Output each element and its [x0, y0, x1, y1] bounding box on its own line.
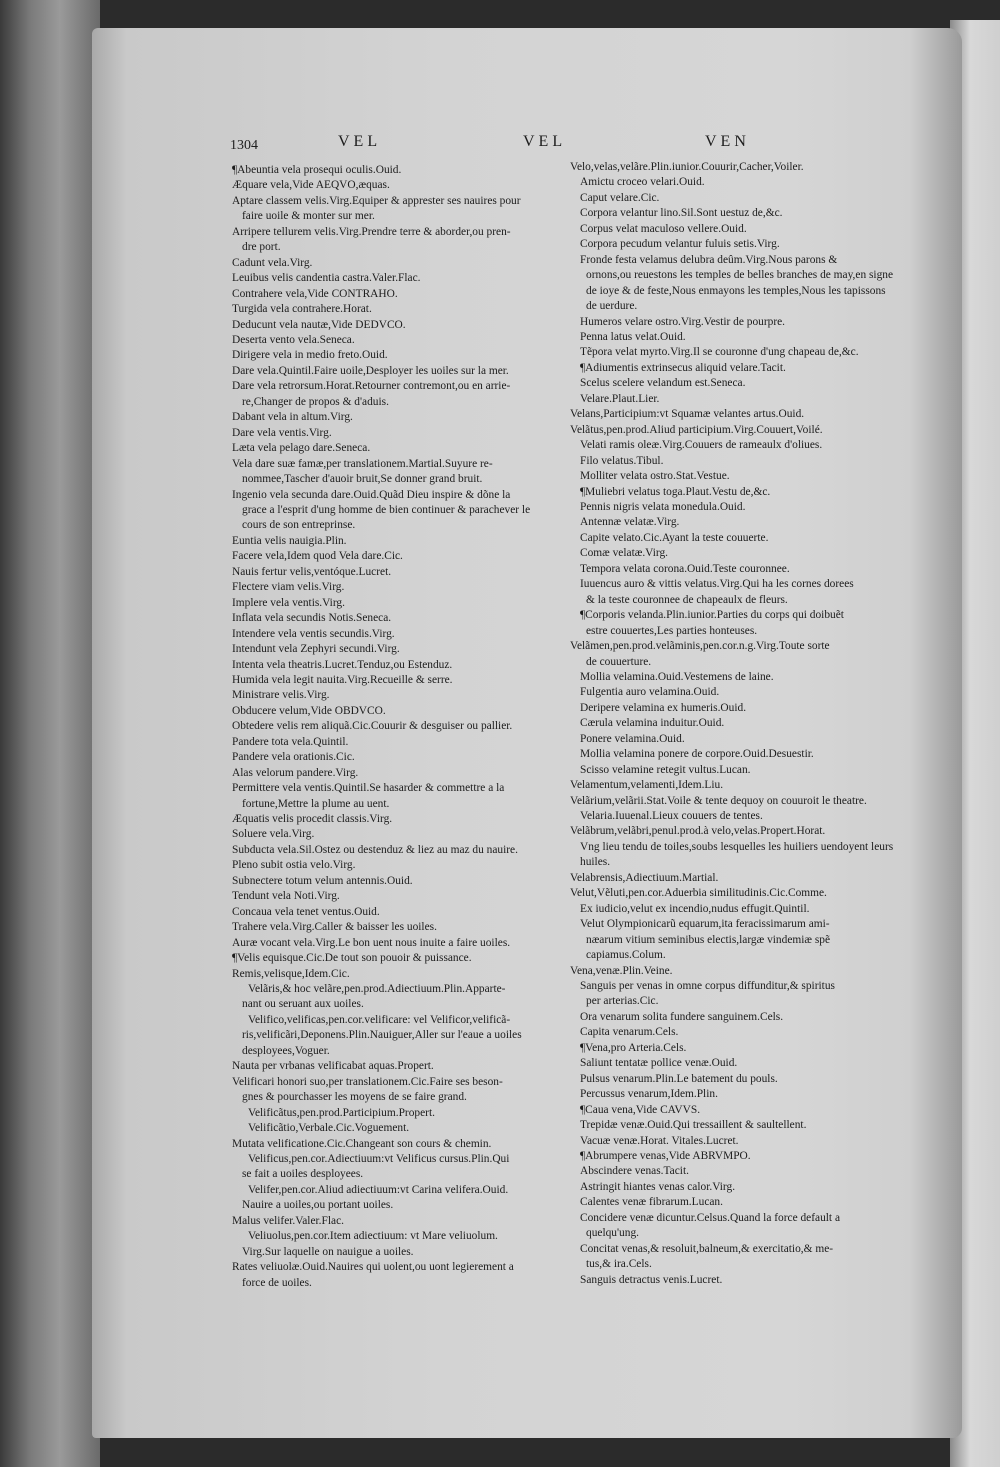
dictionary-line: Saliunt tentatæ pollice venæ.Ouid. [580, 1057, 738, 1070]
dictionary-line: Deripere velamina ex humeris.Ouid. [580, 701, 747, 714]
dictionary-line: Fronde festa velamus delubra deûm.Virg.Nous parons & [580, 253, 838, 266]
dictionary-line: Astringit hiantes venas calor.Virg. [580, 1180, 736, 1193]
header-word-right: VEN [705, 133, 750, 150]
dictionary-line: Rates veliuolæ.Ouid.Nauires qui uolent,ou uont legierement a [232, 1261, 514, 1274]
dictionary-line: Ponere velamina.Ouid. [580, 732, 685, 745]
dictionary-line: Corpora pecudum velantur fuluis setis.Virg. [580, 238, 780, 251]
dictionary-line: Iuuencus auro & vittis velatus.Virg.Qui ha les cornes dorees [580, 578, 854, 591]
dictionary-line: Concidere venæ dicuntur.Celsus.Quand la force default a [580, 1211, 841, 1224]
dictionary-line: Velifer,pen.cor.Aliud adiectiuum:vt Carina velifera.Ouid. [248, 1183, 509, 1196]
dictionary-line: Trahere vela.Virg.Caller & baisser les uoiles. [232, 921, 437, 934]
dictionary-line: Velificãtus,pen.prod.Participium.Propert. [248, 1106, 435, 1119]
dictionary-line: Virg.Sur laquelle on nauigue a uoiles. [242, 1245, 414, 1258]
dictionary-line: ¶Vena,pro Arteria.Cels. [580, 1041, 687, 1054]
dictionary-line: Pleno subit ostia velo.Virg. [232, 859, 356, 872]
dictionary-line: Mollia velamina ponere de corpore.Ouid.Desuestir. [580, 748, 814, 761]
dictionary-line: desployees,Voguer. [242, 1044, 330, 1057]
dictionary-line: Calentes venæ fibrarum.Lucan. [580, 1196, 723, 1209]
dictionary-line: Velãris,& hoc velãre,pen.prod.Adiectiuum.Plin.Apparte- [248, 983, 506, 996]
dictionary-line: Dare vela retrorsum.Horat.Retourner contremont,ou en arrie- [232, 380, 511, 393]
dictionary-line: Nauire a uoiles,ou portant uoiles. [242, 1199, 394, 1212]
dictionary-line: Dabant vela in altum.Virg. [232, 411, 353, 424]
dictionary-line: Filo velatus.Tibul. [580, 454, 664, 467]
dictionary-line: Facere vela,Idem quod Vela dare.Cic. [232, 550, 403, 563]
dictionary-line: Corpora velantur lino.Sil.Sont uestuz de,&c. [580, 207, 783, 220]
dictionary-line: ¶Velis equisque.Cic.De tout son pouoir & puissance. [232, 952, 472, 965]
header-word-left: VEL [338, 133, 382, 150]
dictionary-line: Pandere vela orationis.Cic. [232, 751, 355, 764]
left-column [232, 163, 562, 1291]
dictionary-line: Nauis fertur velis,ventóque.Lucret. [232, 565, 392, 578]
dictionary-line: Velut Olympionicarũ equarum,ita feracissimarum ami- [580, 918, 830, 931]
dictionary-line: Humida vela legit nauita.Virg.Recueille & serre. [232, 673, 453, 686]
dictionary-line: Molliter velata ostro.Stat.Vestue. [580, 470, 730, 483]
dictionary-line: re,Changer de propos & d'aduis. [242, 395, 389, 408]
dictionary-line: Velãrium,velãrii.Stat.Voile & tente dequoy on couuroit le theatre. [570, 794, 867, 807]
page-number: 1304 [230, 138, 258, 153]
dictionary-line: Dirigere vela in medio freto.Ouid. [232, 349, 388, 362]
dictionary-line: nommee,Tascher d'auoir bruit,Se donner grand bruit. [242, 473, 483, 486]
dictionary-line: Arripere tellurem velis.Virg.Prendre terre & aborder,ou pren- [232, 225, 511, 238]
dictionary-line: Ora venarum solita fundere sanguinem.Cels. [580, 1010, 784, 1023]
dictionary-line: Velans,Participium:vt Squamæ velantes artus.Ouid. [570, 408, 805, 421]
dictionary-line: ¶Muliebri velatus toga.Plaut.Vestu de,&c. [580, 485, 771, 498]
dictionary-line: Fulgentia auro velamina.Ouid. [580, 686, 720, 699]
dictionary-line: fortune,Mettre la plume au uent. [242, 797, 390, 810]
dictionary-line: Tẽpora velat myrto.Virg.Il se couronne d'ung chapeau de,&c. [580, 346, 859, 359]
dictionary-line: Implere vela ventis.Virg. [232, 596, 345, 609]
dictionary-line: Intendere vela ventis secundis.Virg. [232, 627, 395, 640]
dictionary-line: Velut,Vẽluti,pen.cor.Aduerbia similitudinis.Cic.Comme. [570, 887, 827, 900]
dictionary-line: Æquatis velis procedit classis.Virg. [232, 813, 393, 826]
dictionary-line: tus,& ira.Cels. [586, 1258, 652, 1271]
dictionary-line: ¶Abeuntia vela prosequi oculis.Ouid. [232, 164, 402, 176]
dictionary-line: faire uoile & monter sur mer. [242, 210, 375, 223]
dictionary-line: Scisso velamine retegit vultus.Lucan. [580, 763, 751, 776]
dictionary-line: Mollia velamina.Ouid.Vestemens de laine. [580, 670, 774, 683]
dictionary-line: Soluere vela.Virg. [232, 828, 315, 841]
dictionary-line: Humeros velare ostro.Virg.Vestir de pourpre. [580, 315, 786, 328]
dictionary-line: de ioye & de feste,Nous enmayons les temples,Nous les tapissons [586, 284, 886, 297]
dictionary-line: ¶Adiumentis extrinsecus aliquid velare.Tacit. [580, 361, 786, 374]
dictionary-line: Ingenio vela secunda dare.Ouid.Quãd Dieu inspire & dõne la [232, 488, 511, 501]
dictionary-line: ¶Abrumpere venas,Vide ABRVMPO. [580, 1150, 751, 1162]
dictionary-line: huiles. [580, 856, 611, 869]
dictionary-line: Subducta vela.Sil.Ostez ou destenduz & liez au maz du nauire. [232, 843, 518, 856]
dictionary-line: Amictu croceo velari.Ouid. [580, 176, 705, 189]
dictionary-line: Ministrare velis.Virg. [232, 689, 330, 702]
dictionary-line: Capite velato.Cic.Ayant la teste couuerte. [580, 531, 769, 544]
dictionary-line: dre port. [242, 241, 281, 254]
dictionary-line: Scelus scelere velandum est.Seneca. [580, 377, 746, 390]
dictionary-line: Veliuolus,pen.cor.Item adiectiuum: vt Mare veliuolum. [248, 1230, 498, 1243]
dictionary-line: Permittere vela ventis.Quintil.Se hasarder & commettre a la [232, 782, 505, 795]
dictionary-line: Malus velifer.Valer.Flac. [232, 1214, 344, 1227]
dictionary-line: Deserta vento vela.Seneca. [232, 333, 355, 346]
dictionary-line: Nauta per vrbanas velificabat aquas.Propert. [232, 1060, 434, 1073]
dictionary-line: Concaua vela tenet ventus.Ouid. [232, 905, 380, 918]
dictionary-line: ris,velificãri,Deponens.Plin.Nauiguer,Aller sur l'eaue a uoiles [242, 1029, 522, 1042]
dictionary-line: Velaria.Iuuenal.Lieux couuers de tentes. [580, 810, 763, 823]
dictionary-line: Cærula velamina induitur.Ouid. [580, 717, 725, 730]
dictionary-line: ornons,ou reuestons les temples de belles branches de may,en signe [586, 269, 894, 282]
dictionary-line: ¶Corporis velanda.Plin.iunior.Parties du corps qui doibuẽt [580, 609, 844, 622]
dictionary-line: Inflata vela secundis Notis.Seneca. [232, 612, 392, 625]
dictionary-line: Alas velorum pandere.Virg. [232, 766, 359, 779]
dictionary-line: Vng lieu tendu de toiles,soubs lesquelles les huiliers uendoyent leurs [580, 840, 894, 853]
dictionary-line: grace a l'esprit d'ung homme de bien continuer & parachever le [242, 503, 531, 516]
dictionary-line: Abscindere venas.Tacit. [580, 1165, 689, 1178]
dictionary-line: Euntia velis nauigia.Plin. [232, 534, 347, 547]
dictionary-line: Sanguis detractus venis.Lucret. [580, 1273, 723, 1286]
book-page-edges [0, 0, 100, 1467]
dictionary-line: force de uoiles. [242, 1276, 312, 1289]
dictionary-line: næarum vitium seminibus electis,largæ vindemiæ spẽ [586, 933, 831, 946]
dictionary-line: Remis,velisque,Idem.Cic. [232, 967, 350, 980]
dictionary-line: se fait a uoiles desployees. [242, 1168, 364, 1181]
dictionary-line: Velamentum,velamenti,Idem.Liu. [570, 779, 724, 792]
dictionary-line: nant ou seruant aux uoiles. [242, 998, 364, 1011]
dictionary-line: Vena,venæ.Plin.Veine. [570, 964, 673, 977]
dictionary-line: Aptare classem velis.Virg.Equiper & apprester ses nauires pour [232, 194, 521, 207]
dictionary-line: Obducere velum,Vide OBDVCO. [232, 704, 386, 717]
dictionary-line: Velabrensis,Adiectiuum.Martial. [570, 871, 719, 884]
dictionary-line: Capita venarum.Cels. [580, 1026, 679, 1039]
dictionary-line: capiamus.Colum. [586, 949, 666, 962]
dictionary-line: Tendunt vela Noti.Virg. [232, 890, 340, 903]
dictionary-line: Trepidæ venæ.Ouid.Qui tressaillent & saultellent. [580, 1119, 807, 1132]
dictionary-line: Æquare vela,Vide AEQVO,æquas. [232, 179, 390, 192]
dictionary-line: quelqu'ung. [586, 1227, 639, 1240]
dictionary-line: Velifico,velificas,pen.cor.velificare: vel Velificor,velificã- [248, 1013, 511, 1026]
dictionary-line: Vacuæ venæ.Horat. Vitales.Lucret. [580, 1134, 739, 1147]
dictionary-line: Læta vela pelago dare.Seneca. [232, 442, 371, 455]
dictionary-line: Dare vela ventis.Virg. [232, 426, 332, 439]
dictionary-line: ¶Caua vena,Vide CAVVS. [580, 1103, 701, 1116]
dictionary-line: Velãbrum,velãbri,penul.prod.à velo,velas.Propert.Horat. [570, 825, 826, 838]
dictionary-line: Velo,velas,velãre.Plin.iunior.Couurir,Cacher,Voiler. [570, 161, 804, 173]
dictionary-line: Deducunt vela nautæ,Vide DEDVCO. [232, 318, 406, 331]
dictionary-line: Concitat venas,& resoluit,balneum,& exercitatio,& me- [580, 1242, 834, 1255]
dictionary-line: Pandere tota vela.Quintil. [232, 735, 349, 748]
dictionary-line: Intendunt vela Zephyri secundi.Virg. [232, 643, 400, 656]
dictionary-line: Penna latus velat.Ouid. [580, 330, 686, 343]
dictionary-line: cours de son entreprinse. [242, 519, 356, 532]
dictionary-line: per arterias.Cic. [586, 995, 659, 1008]
dictionary-line: Corpus velat maculoso vellere.Ouid. [580, 222, 747, 235]
dictionary-line: Velãtus,pen.prod.Aliud participium.Virg.Couuert,Voilé. [570, 423, 823, 436]
dictionary-line: Leuibus velis candentia castra.Valer.Flac. [232, 272, 421, 285]
dictionary-line: Velificãtio,Verbale.Cic.Voguement. [248, 1122, 410, 1135]
dictionary-line: Tempora velata corona.Ouid.Teste couronnee. [580, 562, 790, 575]
dictionary-line: Dare vela.Quintil.Faire uoile,Desployer les uoiles sur la mer. [232, 364, 509, 377]
dictionary-line: Sanguis per venas in omne corpus diffunditur,& spiritus [580, 980, 835, 993]
running-header [230, 133, 790, 157]
dictionary-line: Contrahere vela,Vide CONTRAHO. [232, 287, 398, 300]
dictionary-line: Velificus,pen.cor.Adiectiuum:vt Velificus cursus.Plin.Qui [248, 1153, 510, 1165]
right-column [570, 160, 905, 1288]
dictionary-line: Turgida vela contrahere.Horat. [232, 303, 372, 316]
dictionary-line: Cadunt vela.Virg. [232, 256, 313, 269]
dictionary-line: Velare.Plaut.Lier. [580, 392, 660, 405]
dictionary-line: Velãmen,pen.prod.velãminis,pen.cor.n.g.Virg.Toute sorte [570, 640, 830, 653]
dictionary-line: & la teste couronnee de chapeaulx de fleurs. [586, 593, 788, 606]
dictionary-line: Velificari honori suo,per translationem.Cic.Faire ses beson- [232, 1075, 503, 1088]
dictionary-line: de uerdure. [586, 300, 638, 313]
dictionary-line: Vela dare suæ famæ,per translationem.Martial.Suyure re- [232, 457, 493, 470]
dictionary-line: Obtedere velis rem aliquã.Cic.Couurir & desguiser ou pallier. [232, 720, 513, 733]
dictionary-line: Velati ramis oleæ.Virg.Couuers de rameaulx d'oliues. [580, 439, 823, 452]
dictionary-line: gnes & pourchasser les moyens de se faire grand. [242, 1091, 467, 1104]
dictionary-line: Pennis nigris velata monedula.Ouid. [580, 500, 746, 513]
dictionary-line: de couuerture. [586, 655, 652, 668]
dictionary-line: Intenta vela theatris.Lucret.Tenduz,ou Estenduz. [232, 658, 453, 671]
dictionary-line: Subnectere totum velum antennis.Ouid. [232, 874, 413, 887]
dictionary-line: estre couuertes,Les parties honteuses. [586, 624, 758, 637]
dictionary-line: Antennæ velatæ.Virg. [580, 516, 680, 529]
dictionary-line: Flectere viam velis.Virg. [232, 581, 345, 594]
dictionary-line: Comæ velatæ.Virg. [580, 547, 669, 560]
dictionary-line: Auræ vocant vela.Virg.Le bon uent nous inuite a faire uoiles. [232, 936, 511, 949]
dictionary-line: Percussus venarum,Idem.Plin. [580, 1088, 718, 1101]
header-word-center: VEL [523, 133, 567, 150]
dictionary-line: Mutata velificatione.Cic.Changeant son cours & chemin. [232, 1137, 492, 1150]
dictionary-line: Ex iudicio,velut ex incendio,nudus effugit.Quintil. [580, 902, 810, 915]
dictionary-line: Pulsus venarum.Plin.Le batement du pouls. [580, 1072, 778, 1085]
dictionary-line: Caput velare.Cic. [580, 191, 660, 204]
